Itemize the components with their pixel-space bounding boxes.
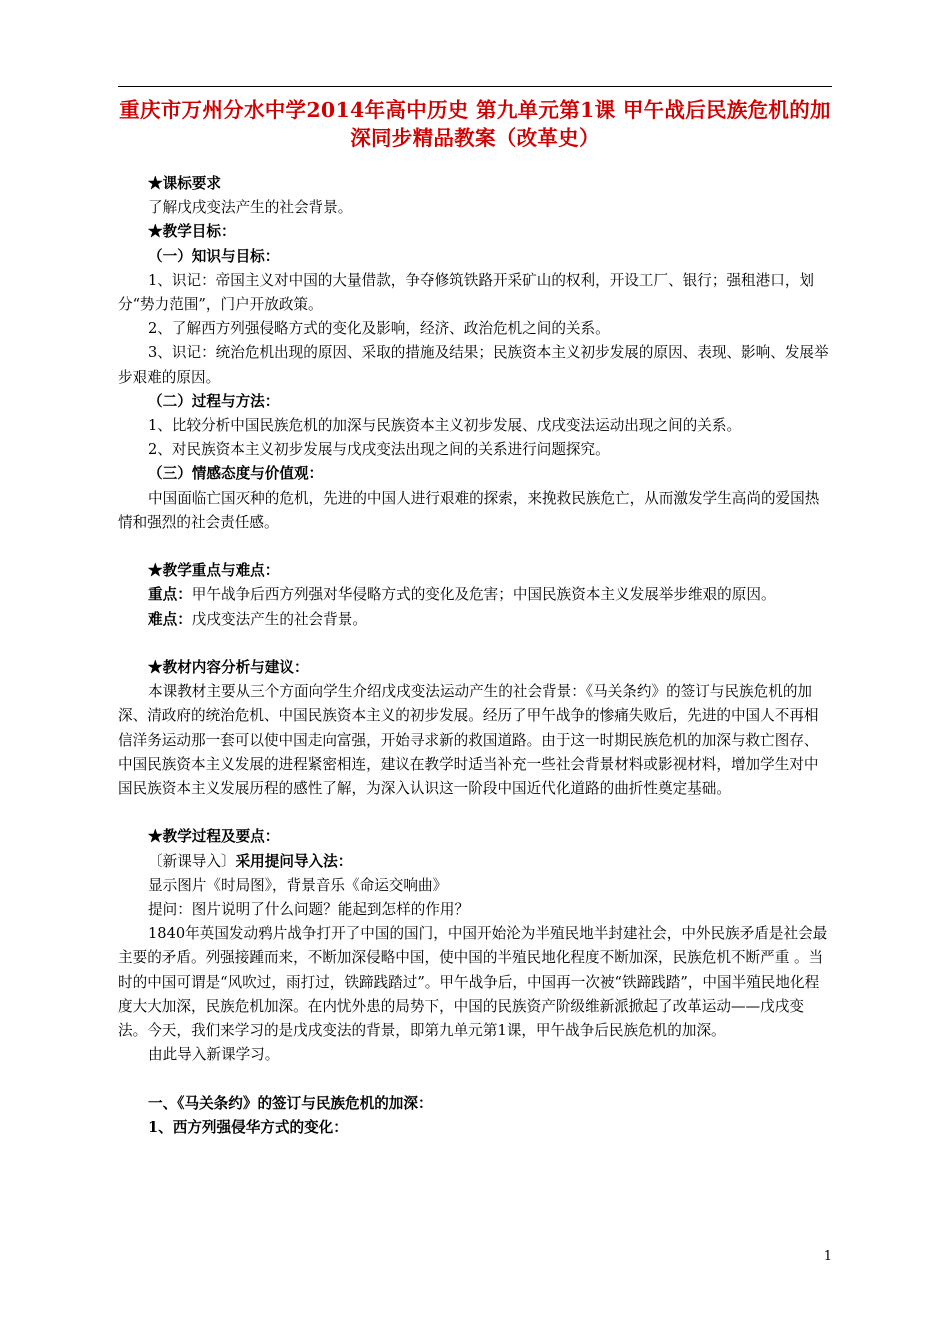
- daoru-line-1: 显示图片《时局图》，背景音乐《命运交响曲》: [148, 876, 448, 894]
- nandian-text: 戊戌变法产生的社会背景。: [191, 610, 367, 628]
- daoru-line-2: 提问：图片说明了什么问题？能起到怎样的作用？: [148, 901, 470, 919]
- nandian-label: 难点：: [148, 610, 192, 628]
- kebiao-heading: ★课标要求: [148, 175, 221, 192]
- jiaocai-text: 本课教材主要从三个方面向学生介绍戊戌变法运动产生的社会背景：《马关条约》的签订与民族危机的加深、清政府的统治危机、中国民族资本主义的初步发展。经历了甲午战争的惨痛失败后，先进的中国人不再相信洋务运动那一套可以使中国走向富强，开始寻求新的救国道路。由于这一时期民族危机的加深与救亡图存、中国民族资本主义发展的进程紧密相连，建议在教学时适当补充一些社会背景材料或影视材料，增加学生对中国民族资本主义发展历程的感性了解，为深入认识这一阶段中国近代化道路的曲折性奠定基础。: [118, 683, 819, 798]
- zhishi-item-3: 3、识记：统治危机出现的原因、采取的措施及结果；民族资本主义初步发展的原因、表现、影响、发展举步艰难的原因。: [118, 344, 829, 386]
- jiaocai-heading: ★教材内容分析与建议：: [148, 659, 309, 677]
- header-rule: [118, 86, 832, 87]
- kebiao-text: 了解戊戌变法产生的社会背景。: [148, 199, 353, 217]
- zhongdian-text: 甲午战争后西方列强对华侵略方式的变化及危害；中国民族资本主义发展举步维艰的原因。: [191, 586, 776, 604]
- part1-subheading: 1、西方列强侵华方式的变化：: [148, 1118, 348, 1136]
- guocheng2-heading: ★教学过程及要点：: [148, 828, 280, 846]
- spacer: [118, 801, 832, 825]
- part1-heading: 一、《马关条约》的签订与民族危机的加深：: [148, 1094, 433, 1112]
- document-body: [118, 172, 832, 1140]
- spacer: [118, 1067, 832, 1091]
- zhongdian-paragraph: [118, 583, 832, 607]
- qinggan-text: 中国面临亡国灭种的危机，先进的中国人进行艰难的探索，来挽救民族危亡，从而激发学生高尚的爱国热情和强烈的社会责任感。: [118, 489, 820, 531]
- page-number: 1: [823, 1249, 832, 1264]
- guocheng-item-1: 1、比较分析中国民族危机的加深与民族资本主义初步发展、戊戌变法运动出现之间的关系。: [148, 417, 742, 435]
- zhongdian-label: 重点：: [148, 586, 192, 604]
- daoru-method: 采用提问导入法：: [235, 852, 353, 870]
- zhishi-item-2: 2、了解西方列强侵略方式的变化及影响，经济、政治危机之间的关系。: [148, 320, 610, 338]
- spacer: [118, 535, 832, 559]
- daoru-line-4: 由此导入新课学习。: [148, 1046, 280, 1064]
- daoru-paragraph: [118, 850, 832, 874]
- qinggan-heading: （三）情感态度与价值观：: [148, 465, 324, 483]
- zhongdian-heading: ★教学重点与难点：: [148, 562, 280, 580]
- guocheng-item-2: 2、对民族资本主义初步发展与戊戌变法出现之间的关系进行问题探究。: [148, 441, 610, 459]
- guocheng-heading: （二）过程与方法：: [148, 392, 280, 410]
- daoru-line-3: 1840年英国发动鸦片战争打开了中国的国门，中国开始沦为半殖民地半封建社会，中外民族矛盾是社会最主要的矛盾。列强接踵而来，不断加深侵略中国，使中国的半殖民地化程度不断加深，民族危机不断严重 。当时的中国可谓是“风吹过，雨打过，铁蹄践踏过”。甲午战争后，中国再一次被“铁蹄践踏”，中国半殖民地化程度大大加深，民族危机加深。在内忧外患的局势下，中国的民族资产阶级维新派掀起了改革运动——戊戌变法。今天，我们来学习的是戊戌变法的背景，即第九单元第1课，甲午战争后民族危机的加深。: [118, 925, 828, 1040]
- nandian-paragraph: [118, 608, 832, 632]
- daoru-label: 〔新课导入〕: [148, 852, 236, 870]
- zhishi-item-1: 1、识记：帝国主义对中国的大量借款，争夺修筑铁路开采矿山的权利，开设工厂、银行；强租港口，划分“势力范围”，门户开放政策。: [118, 271, 815, 314]
- spacer: [118, 632, 832, 656]
- document-title: 重庆市万州分水中学2014年高中历史 第九单元第1课 甲午战后民族危机的加深同步精品教案（改革史）: [119, 98, 831, 150]
- mubiao-heading: ★教学目标：: [148, 223, 236, 241]
- zhishi-heading: （一）知识与目标：: [148, 247, 280, 265]
